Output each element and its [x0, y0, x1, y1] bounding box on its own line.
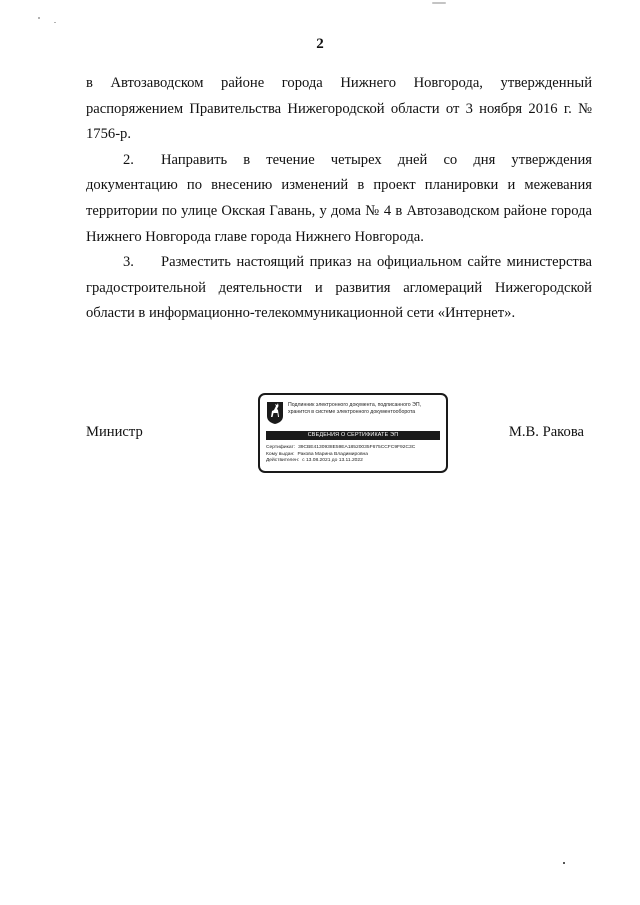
- certificate-value: 39CBE4130938E59EA18520035F675CCFC9F92C3C: [298, 445, 416, 450]
- stamp-header: [288, 402, 440, 416]
- signature-block: [86, 393, 592, 483]
- stamp-header-line: хранится в системе электронного документооборота: [288, 409, 416, 415]
- continued-paragraph: в Автозаводском районе города Нижнего Новгорода, утвержденный распоряжением Правительства Нижегородской области от 3 ноября 2016 г. № 1756-р.: [86, 75, 592, 143]
- deer-emblem-icon: [266, 401, 284, 425]
- paragraph-number: 2.: [123, 151, 134, 168]
- scan-speck: [54, 22, 56, 23]
- numbered-paragraph-2: [86, 148, 592, 250]
- signatory-title: Министр: [86, 424, 143, 440]
- stamp-header-line: Подлинник электронного документа, подписанного ЭП,: [288, 402, 422, 408]
- signatory-name: М.В. Ракова: [508, 424, 584, 440]
- page-number: 2: [316, 36, 324, 52]
- scan-speck: [38, 17, 40, 19]
- paragraph-number: 3.: [123, 254, 134, 271]
- certificate-label: Сертификат:: [266, 445, 296, 450]
- issued-to-value: Ракова Марина Владимировна: [297, 451, 368, 457]
- paragraph-text: Направить в течение четырех дней со дня утверждения документацию по внесению изменений в проект планировки и межевания территории по улице Окская Гавань, у дома № 4 в Автозаводском районе города Нижнего Новгорода главе города Нижнего Новгорода.: [86, 151, 592, 245]
- scan-speck: [563, 862, 565, 864]
- validity-value: с 13.08.2021 до 13.11.2022: [302, 458, 363, 464]
- certificate-row: [266, 445, 442, 452]
- document-body: [86, 71, 592, 327]
- issued-to-label: Кому выдан:: [266, 451, 295, 457]
- validity-row: [266, 458, 442, 465]
- stamp-certificate-info: [266, 445, 442, 465]
- stamp-certificate-bar: СВЕДЕНИЯ О СЕРТИФИКАТЕ ЭП: [266, 431, 440, 440]
- numbered-paragraph-3: [86, 250, 592, 327]
- validity-label: Действителен:: [266, 458, 300, 464]
- electronic-signature-stamp: [258, 393, 448, 473]
- paragraph-text: Разместить настоящий приказ на официальном сайте министерства градостроительной деятельности и развития агломераций Нижегородской области в информационно-телекоммуникационной сети «Интернет».: [86, 254, 592, 322]
- scan-speck: [432, 2, 446, 4]
